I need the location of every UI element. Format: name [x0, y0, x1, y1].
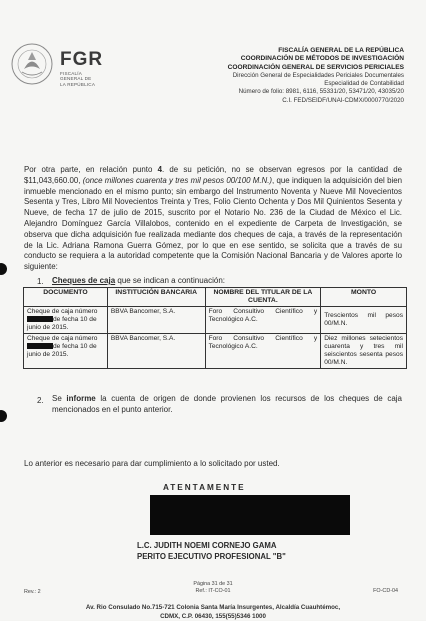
signature-redaction	[150, 495, 350, 535]
item-1-bold: Cheques de caja	[52, 276, 116, 285]
cell-banco: BBVA Bancomer, S.A.	[107, 334, 205, 369]
item-1-number: 1.	[37, 277, 44, 286]
fgr-logo-text: FGR	[60, 49, 104, 70]
doc-text: junio de 2015.	[27, 351, 69, 359]
cell-titular: Foro Consultivo Científico y Tecnológico A.C.	[205, 334, 321, 369]
punch-hole	[0, 410, 7, 422]
doc-text: junio de 2015.	[27, 324, 69, 332]
fgr-logo	[60, 50, 103, 87]
signer-title: PERITO EJECUTIVO PROFESIONAL "B"	[137, 551, 286, 561]
header-documento: DOCUMENTO	[24, 288, 108, 307]
closing-line: Lo anterior es necesario para dar cumplimiento a lo solicitado por usted.	[24, 459, 280, 468]
item-2-pre: Se	[52, 394, 67, 403]
table-row	[24, 307, 407, 334]
letterhead-line-5: Especialidad de Contabilidad	[324, 80, 404, 88]
cell-documento	[24, 307, 108, 334]
item-2-number: 2.	[37, 396, 44, 405]
letterhead-line-1: FISCALÍA GENERAL DE LA REPÚBLICA	[278, 47, 404, 54]
footer-page-info	[0, 581, 426, 594]
paragraph-mid: . de su petición, no se observan egresos por la cantidad de $11,043,660.00,	[24, 165, 402, 185]
footer-address	[0, 603, 426, 621]
letterhead-line-4: Dirección General de Especialidades Periciales Documentales	[232, 71, 404, 79]
cell-monto: Trescientos mil pesos 00/M.N.	[321, 307, 407, 334]
table-header-row	[24, 288, 407, 307]
amount-words: (once millones cuarenta y tres mil pesos 00/100 M.N.)	[82, 175, 273, 185]
letterhead-line-2: COORDINACIÓN DE MÉTODOS DE INVESTIGACIÓN	[240, 55, 404, 63]
punch-hole	[0, 263, 7, 275]
header-institucion: INSTITUCIÓN BANCARIA	[107, 288, 205, 307]
cell-documento	[24, 334, 108, 369]
item-2	[52, 394, 402, 415]
cell-titular: Foro Consultivo Científico y Tecnológico A.C.	[205, 307, 321, 334]
cheques-table	[23, 287, 407, 369]
letterhead-ci: C.I. FED/SEIDF/UNAI-CDMX/0000770/2020	[282, 96, 404, 104]
signer-block	[137, 541, 286, 563]
letterhead	[228, 47, 404, 105]
fgr-logo-subtitle: FISCALÍA GENERAL DE LA REPÚBLICA	[60, 71, 96, 87]
cell-monto: Diez millones setecientos cuarenta y tres mil seiscientos sesenta pesos 00/M.N.	[321, 334, 407, 369]
header-monto: MONTO	[321, 288, 407, 307]
page-number: Página 31 de 31	[193, 581, 233, 587]
main-paragraph	[24, 165, 402, 273]
footer-code: FO-CD-04	[373, 588, 398, 594]
doc-text: de fecha 10 de	[53, 343, 97, 351]
redaction-bar	[27, 343, 53, 349]
national-seal-icon	[10, 42, 54, 86]
item-2-text: la cuenta de origen de donde provienen los recursos de los cheques de caja mencionados en el punto anterior.	[52, 394, 402, 414]
cell-banco: BBVA Bancomer, S.A.	[107, 307, 205, 334]
footer-ref: Ref.: IT-CO-01	[195, 587, 231, 594]
item-1-text: que se indican a continuación:	[115, 276, 225, 285]
paragraph-rest: , que indiquen la adquisición del bien inmueble mencionado en el mismo punto; sin embargo del Instrumento Noventa y Nueve Mil Novecientos Sesenta y Tres, Libro Mil Novecientos Treinta y Tres, Folio Ciento Ochenta y Dos Mil Quinientos Sesenta y Nueve, de fecha 17 de julio de 2015, suscrito por el Notario No. 236 de la Ciudad de México el Lic. Alejandro Domínguez García Villalobos, contenido en el expediente de Carpeta de Investigación, se observa que dicha adquisición fue realizada mediante dos cheques de caja, a través de la representación de la Lic. Adriana Ramona Guerra Gómez, por lo que en ese sentido, se solicita que a través de su conducto se requiera a la autoridad competente que la Comisión Nacional Bancaria y de Valores aporte lo siguiente:	[24, 175, 403, 272]
item-1	[52, 276, 225, 287]
item-2-bold: informe	[66, 394, 96, 403]
point-number: 4	[157, 165, 162, 174]
letterhead-line-3: COORDINACIÓN GENERAL DE SERVICIOS PERICIALES	[227, 63, 404, 71]
doc-text: de fecha 10 de	[53, 316, 97, 324]
table-row	[24, 334, 407, 369]
letterhead-folio: Número de folio: 8981, 6116, 55331/20, 53471/20, 43035/20	[238, 88, 404, 96]
doc-text: Cheque de caja número	[27, 335, 98, 343]
redaction-bar	[27, 316, 53, 322]
paragraph-start: Por otra parte, en relación punto	[24, 165, 158, 174]
header-titular: NOMBRE DEL TITULAR DE LA CUENTA.	[205, 288, 321, 307]
atentamente: ATENTAMENTE	[163, 483, 246, 492]
doc-text: Cheque de caja número	[27, 308, 98, 316]
address-line-2: CDMX, C.P. 06430, 155(55)5346 1000	[160, 613, 266, 620]
signer-name: L.C. JUDITH NOEMI CORNEJO GAMA	[137, 541, 277, 550]
address-line-1: Av. Rio Consulado No.715-721 Colonia Santa María Insurgentes, Alcaldía Cuauhtémoc,	[85, 604, 341, 611]
footer-revision: Rev.: 2	[24, 589, 41, 595]
